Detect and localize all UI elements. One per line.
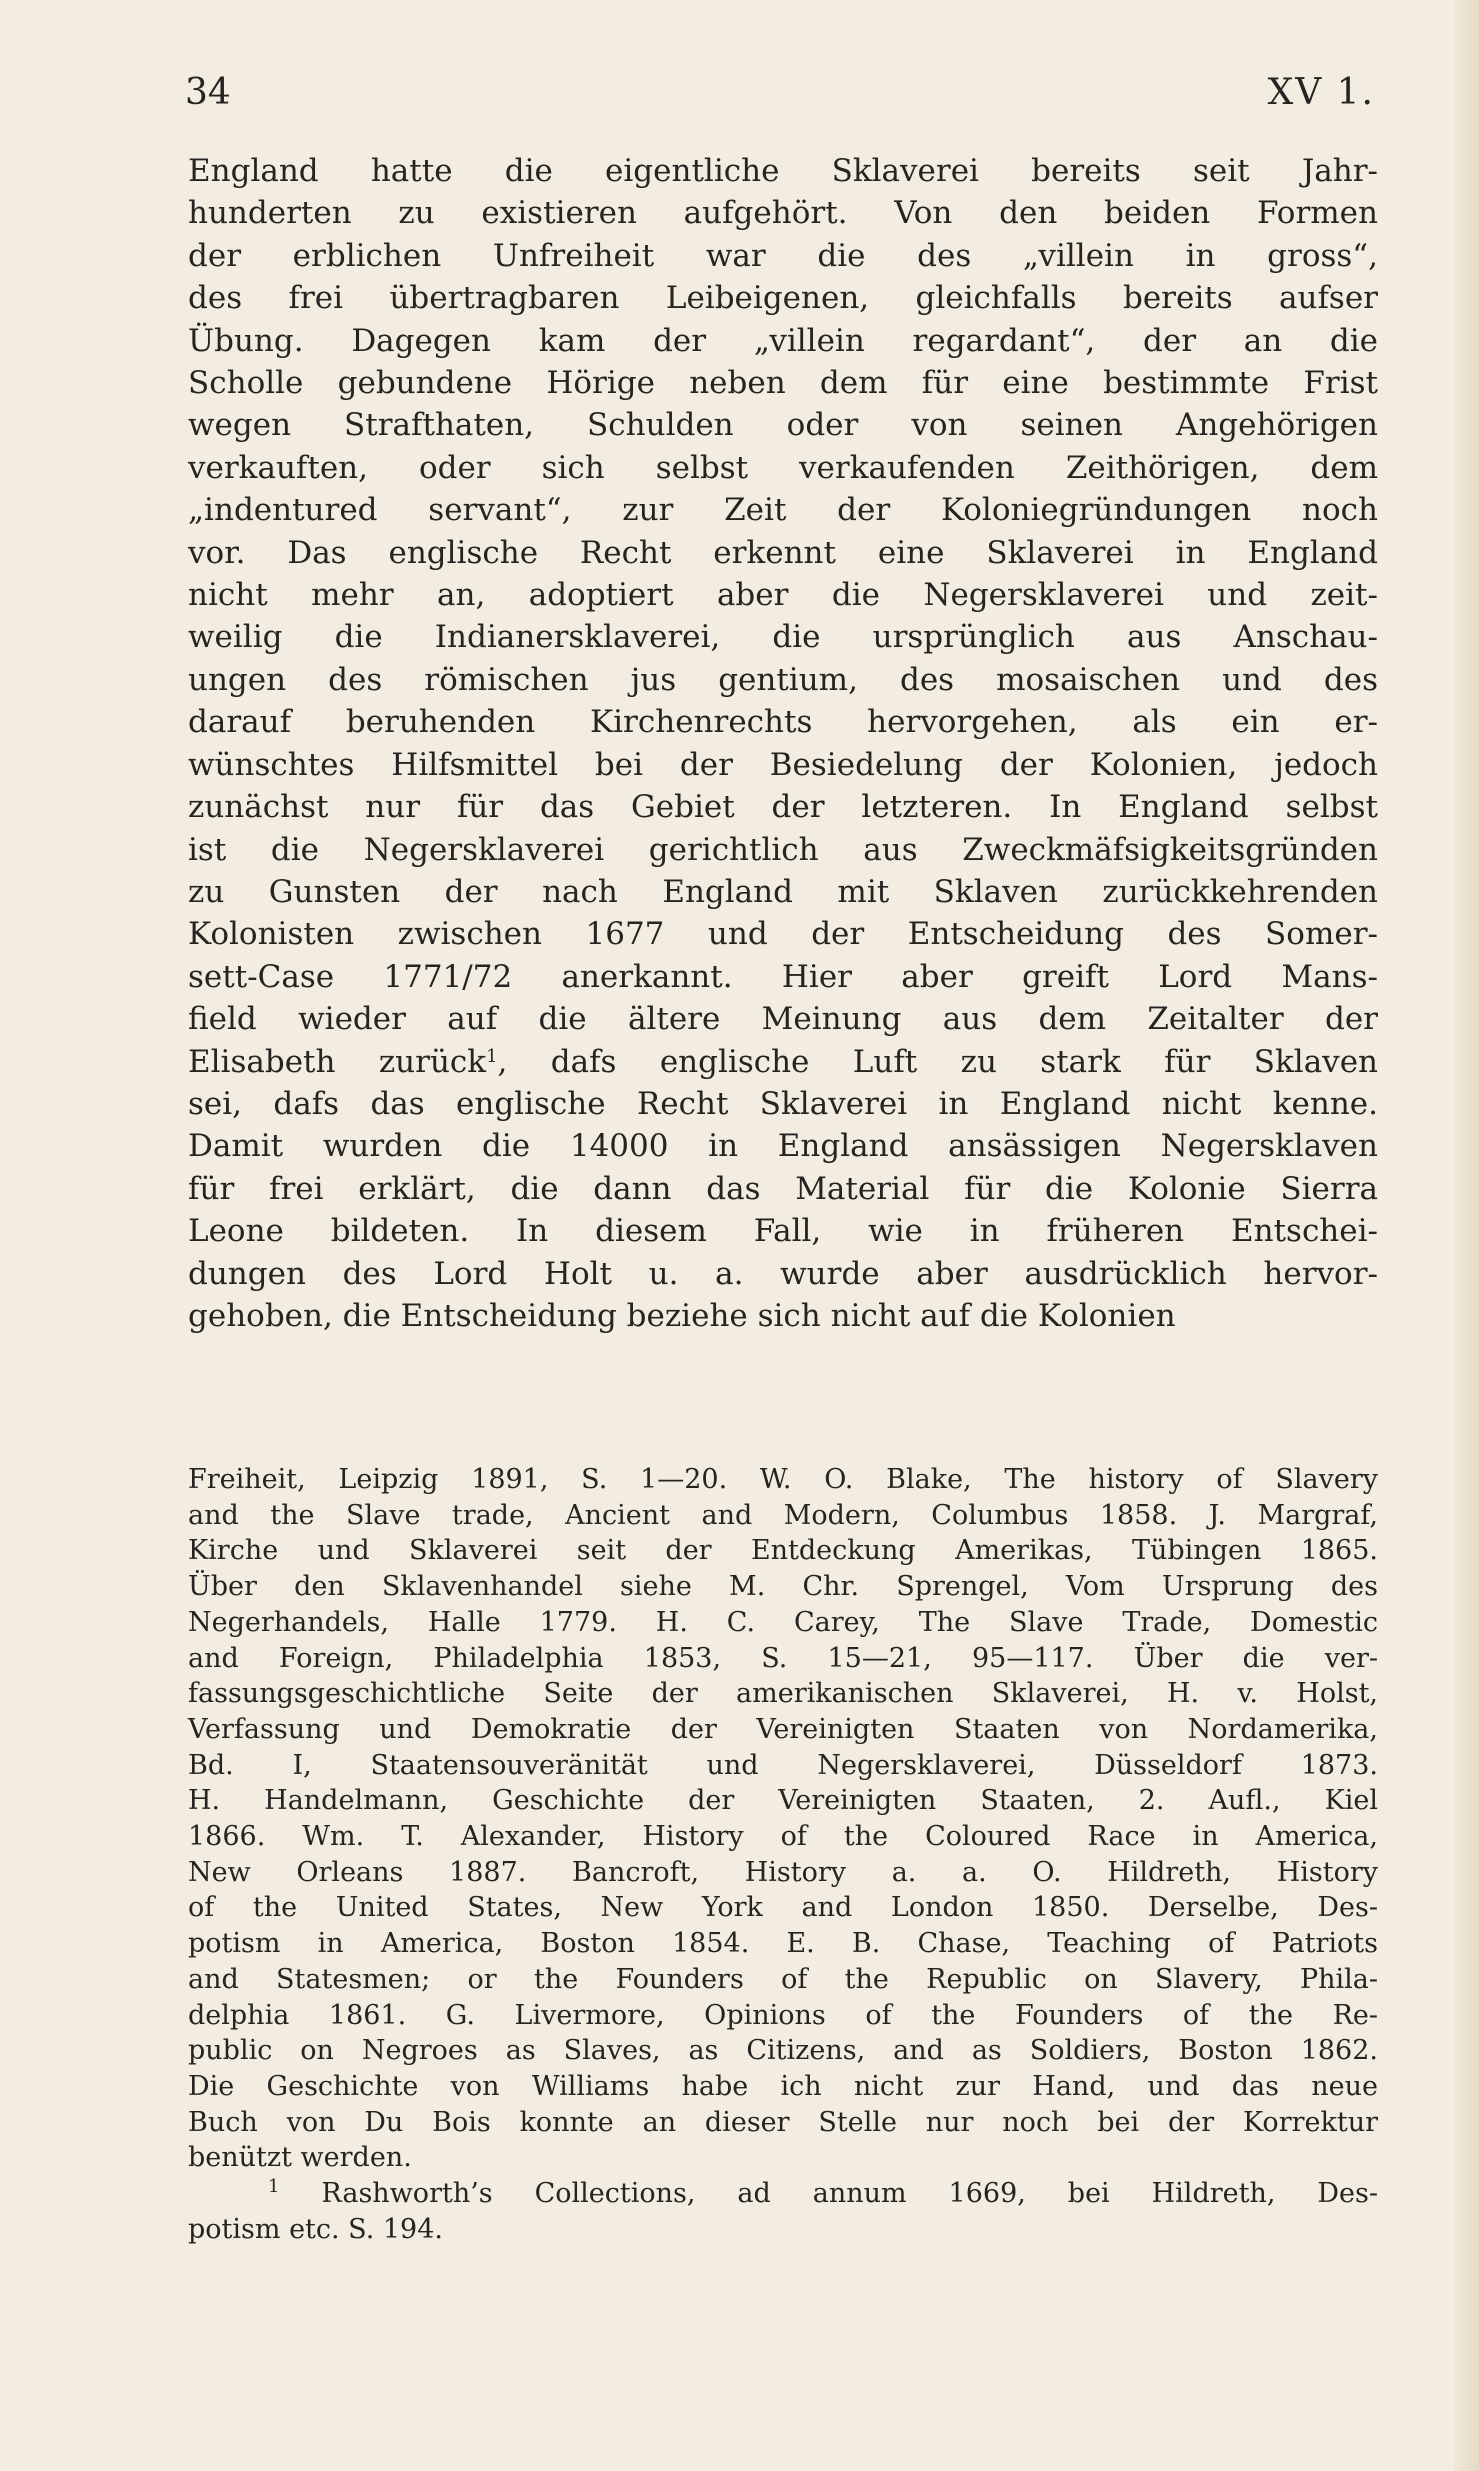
text-line: Kolonisten zwischen 1677 und der Entscheidung des Somer- — [188, 916, 1378, 953]
footnote-reference: 1 — [486, 1045, 498, 1067]
page-header — [185, 72, 1375, 132]
footnote-line: potism in America, Boston 1854. E. B. Chase, Teaching of Patriots — [188, 1928, 1378, 1960]
text-line: darauf beruhenden Kirchenrechts hervorgehen, als ein er- — [188, 704, 1378, 741]
footnote-line: of the United States, New York and London 1850. Derselbe, Des- — [188, 1892, 1378, 1924]
text-line: vor. Das englische Recht erkennt eine Sklaverei in England — [188, 534, 1378, 571]
footnote-line: delphia 1861. G. Livermore, Opinions of the Founders of the Re- — [188, 1999, 1378, 2031]
footnote-1 — [188, 2176, 1378, 2212]
footnote-line: and Statesmen; or the Founders of the Republic on Slavery, Phila- — [188, 1963, 1378, 1995]
text-line: wünschtes Hilfsmittel bei der Besiedelung der Kolonien, jedoch — [188, 746, 1378, 783]
text-line: ist die Negersklaverei gerichtlich aus Zweckmäfsigkeitsgründen — [188, 831, 1378, 868]
footnote-line: Buch von Du Bois konnte an dieser Stelle nur noch bei der Korrektur — [188, 2106, 1378, 2138]
footnote-line: H. Handelmann, Geschichte der Vereinigten Staaten, 2. Aufl., Kiel — [188, 1785, 1378, 1817]
footnote-line: public on Negroes as Slaves, as Citizens, and as Soldiers, Boston 1862. — [188, 2035, 1378, 2067]
page-number: 34 — [185, 72, 231, 113]
footnote-line: Freiheit, Leipzig 1891, S. 1—20. W. O. Blake, The history of Slavery — [188, 1464, 1378, 1495]
text-line: hunderten zu existieren aufgehört. Von den beiden Formen — [188, 195, 1378, 232]
footnote-line: 1866. Wm. T. Alexander, History of the Coloured Race in America, — [188, 1821, 1378, 1853]
page-edge-shadow — [1455, 0, 1479, 2471]
text-line: des frei übertragbaren Leibeigenen, gleichfalls bereits aufser — [188, 280, 1378, 317]
signature-mark: XV 1. — [1267, 72, 1375, 113]
text-line: „indentured servant“, zur Zeit der Koloniegründungen noch — [188, 492, 1378, 529]
footnote-line: Negerhandels, Halle 1779. H. C. Carey, The Slave Trade, Domestic — [188, 1606, 1378, 1638]
footnote-text: Rashworth’s Collections, ad annum 1669, bei Hildreth, Des- — [321, 2178, 1378, 2210]
footnote-line: potism etc. S. 194. — [188, 2213, 443, 2245]
footnote-line: fassungsgeschichtliche Seite der amerikanischen Sklaverei, H. v. Holst, — [188, 1678, 1378, 1710]
footnote-line: and Foreign, Philadelphia 1853, S. 15—21, 95—117. Über die ver- — [188, 1642, 1378, 1674]
text-line: verkauften, oder sich selbst verkaufenden Zeithörigen, dem — [188, 449, 1378, 486]
text-line: für frei erklärt, die dann das Material für die Kolonie Sierra — [188, 1170, 1378, 1207]
text-line: nicht mehr an, adoptiert aber die Negersklaverei und zeit- — [188, 577, 1378, 614]
text-line: dungen des Lord Holt u. a. wurde aber ausdrücklich hervor- — [188, 1255, 1378, 1292]
footnote-line: and the Slave trade, Ancient and Modern, Columbus 1858. J. Margraf, — [188, 1499, 1378, 1531]
text-line: Leone bildeten. In diesem Fall, wie in früheren Entschei- — [188, 1213, 1378, 1250]
footnote-line: benützt werden. — [188, 2142, 412, 2174]
text-line: sett-Case 1771/72 anerkannt. Hier aber greift Lord Mans- — [188, 958, 1378, 995]
text-line: Scholle gebundene Hörige neben dem für eine bestimmte Frist — [188, 365, 1378, 402]
text-line: gehoben, die Entscheidung beziehe sich nicht auf die Kolonien — [188, 1297, 1176, 1334]
footnote-marker: 1 — [268, 2176, 280, 2198]
footnote-line: Verfassung und Demokratie der Vereinigten Staaten von Nordamerika, — [188, 1713, 1378, 1745]
text-line: zu Gunsten der nach England mit Sklaven zurückkehrenden — [188, 873, 1378, 910]
text-line: wegen Strafthaten, Schulden oder von seinen Angehörigen — [188, 407, 1378, 444]
text-line: weilig die Indianersklaverei, die ursprünglich aus Anschau- — [188, 619, 1378, 656]
text-fragment: Elisabeth zurück — [188, 1043, 487, 1080]
text-line: England hatte die eigentliche Sklaverei bereits seit Jahr- — [188, 153, 1378, 189]
text-line: zunächst nur für das Gebiet der letzteren. In England selbst — [188, 789, 1378, 826]
text-fragment: , dafs englische Luft zu stark für Sklaven — [497, 1043, 1379, 1080]
footnotes-block — [188, 1462, 1378, 2247]
footnote-line: New Orleans 1887. Bancroft, History a. a. O. Hildreth, History — [188, 1856, 1378, 1888]
text-line: field wieder auf die ältere Meinung aus dem Zeitalter der — [188, 1001, 1378, 1038]
footnote-line: Kirche und Sklaverei seit der Entdeckung Amerikas, Tübingen 1865. — [188, 1535, 1378, 1567]
footnote-line: Über den Sklavenhandel siehe M. Chr. Sprengel, Vom Ursprung des — [188, 1571, 1378, 1603]
footnote-line: Bd. I, Staatensouveränität und Negersklaverei, Düsseldorf 1873. — [188, 1749, 1378, 1781]
text-line: Übung. Dagegen kam der „villein regardant“, der an die — [188, 322, 1378, 359]
main-text-block — [188, 150, 1378, 1337]
text-line: ungen des römischen jus gentium, des mosaischen und des — [188, 661, 1378, 698]
text-line: Damit wurden die 14000 in England ansässigen Negersklaven — [188, 1128, 1378, 1165]
text-line-with-footnote-ref — [188, 1041, 1378, 1083]
text-line: sei, dafs das englische Recht Sklaverei in England nicht kenne. — [188, 1085, 1378, 1122]
text-line: der erblichen Unfreiheit war die des „villein in gross“, — [188, 237, 1378, 274]
footnote-line: Die Geschichte von Williams habe ich nicht zur Hand, und das neue — [188, 2070, 1378, 2102]
